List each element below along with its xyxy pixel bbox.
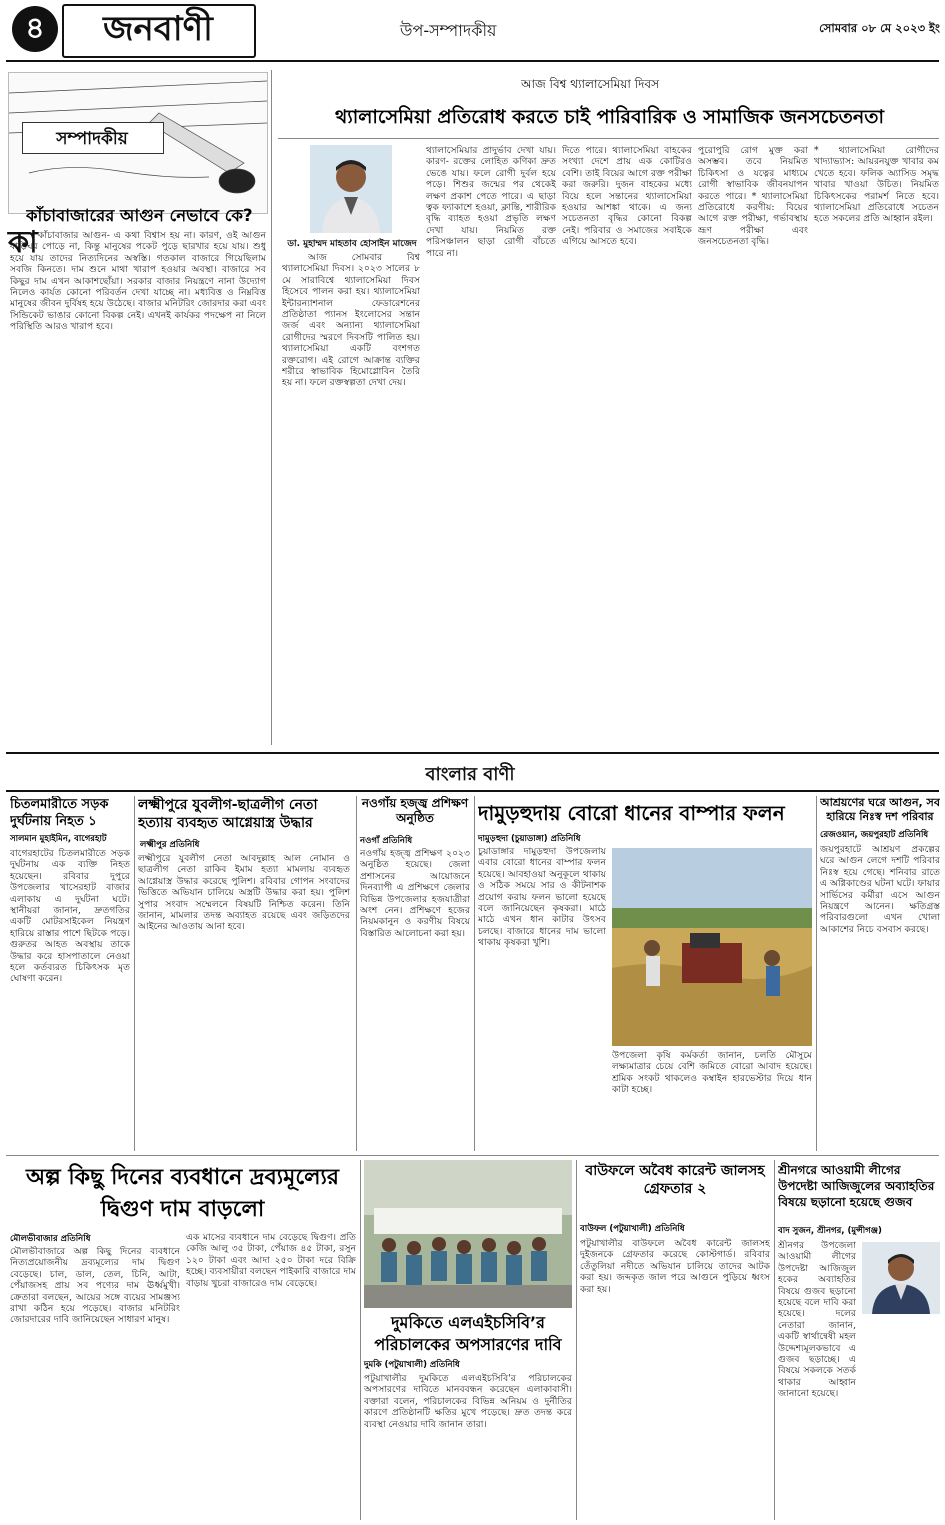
news-body-moulvibazar: মৌলভীবাজারে অল্প কিছু দিনের ব্যবধানে নিত্যপ্রয়োজনীয় দ্রব্যমূল্যের দাম দ্বিগুণ বেড়েছে। চাল, ডাল, তেল, চিনি, আটা, পেঁয়াজসহ প্রায় সব পণ্যের দাম ঊর্ধ্বমুখী। ক্রেতারা বলছেন, আয়ের সঙ্গে ব্যয়ের সামঞ্জস্য রাখা কঠিন হয়ে পড়েছে। বাজার মনিটরিং জোরদারের দাবি জানিয়েছেন সাধারণ মানুষ। (10, 1246, 180, 1326)
news-byline-lakshmipur: লক্ষ্মীপুর প্রতিনিধি (140, 840, 200, 850)
news-body-moulvibazar-2: এক মাসের ব্যবধানে দাম বেড়েছে দ্বিগুণ। প্রতি কেজি আলু ৩৫ টাকা, পেঁয়াজ ৪৫ টাকা, রসুন ১২০ টাকা এবং আদা ২৫০ টাকা দরে বিক্রি হচ্ছে। ব্যবসায়ীরা বলছেন পাইকারি বাজারে দাম বাড়ায় খুচরা বাজারেও দাম বেড়েছে। (186, 1232, 356, 1289)
feature-body-col5: * থ্যালাসেমিয়া রোগীদের খাদ্যাভ্যাস: আয়রনযুক্ত খাবার কম খেতে হবে। ফলিক অ্যাসিড সমৃদ্ধ খাবার খাওয়া উচিত। নিয়মিত চিকিৎসকের পরামর্শ নিতে হবে। থ্যালাসেমিয়া প্রতিরোধে সচেতন হতে সকলের প্রতি আহ্বান রইল। (814, 145, 939, 225)
column-divider (576, 1160, 577, 1520)
news-title-sreenagar: শ্রীনগরে আওয়ামী লীগের উপদেষ্টা আজিজুলের অব্যাহতির বিষয়ে ছড়ানো হয়েছে গুজব (778, 1163, 935, 1209)
editorial-heading: সম্পাদকীয় (56, 129, 128, 149)
masthead (0, 0, 945, 62)
feature-title: থ্যালাসেমিয়া প্রতিরোধ করতে চাই পারিবারিক ও সামাজিক জনসচেতনতা (334, 106, 885, 128)
feature-body-col1: আজ সোমবার বিশ্ব থ্যালাসেমিয়া দিবস। ২০২৩ সালের ৮ মে সারাবিশ্বে থ্যালাসেমিয়া দিবস হিসেবে পালন করা হয়। থ্যালাসেমিয়া ইন্টারন্যাশনাল ফেডারেশনের প্রতিষ্ঠাতা প্যানস ইংলোসের সন্তান জর্জ এবং অন্যান্য থ্যালাসেমিয়া রোগীদের স্মরণে দিবসটি পালিত হয়। থ্যালাসেমিয়া একটি বংশগত রক্তরোগ। এই রোগে আক্রান্ত ব্যক্তির শরীরে স্বাভাবিক হিমোগ্লোবিন তৈরি হয় না। ফলে রক্তস্বল্পতা দেখা দেয়। (282, 252, 420, 389)
news-body-dumki: পটুয়াখালীর দুমকিতে এলএইচসিবি'র পরিচালকের অপসারণের দাবিতে মানববন্ধন করেছেন এলাকাবাসী। বক্তারা বলেন, পরিচালকের বিভিন্ন অনিয়ম ও দুর্নীতির কারণে প্রতিষ্ঠানটি ক্ষতির মুখে পড়েছে। দ্রুত তদন্ত করে ব্যবস্থা নেওয়ার দাবি জানান তারা। (364, 1373, 572, 1430)
editorial-dropcap: কা (8, 225, 38, 260)
author-caption: ডা. মুহাম্মদ মাহতাব হোসাইন মাজেদ (287, 239, 417, 249)
banner-top-rule (6, 752, 939, 754)
date-line: সোমবার ০৮ মে ২০২৩ ইং (819, 21, 940, 35)
masthead-rule (6, 60, 939, 62)
news-byline-sreenagar: বাদ সুজন, শ্রীনগর, (মুন্সীগঞ্জ) (778, 1226, 882, 1236)
feature-kicker: আজ বিশ্ব থ্যালাসেমিয়া দিবস (520, 77, 660, 91)
feature-body-col2: থ্যালাসেমিয়ার প্রাদুর্ভাব দেখা যায়। কারণ- রক্তের লোহিত কণিকা দ্রুত ভেঙে যায়। ফলে রোগী দুর্বল হয়ে পড়ে। শিশুর জন্মের পর থেকেই লক্ষণ প্রকাশ পেতে পারে। এ ছাড়া ত্বক ফ্যাকাশে হওয়া, ক্লান্তি, শারীরিক বৃদ্ধি ব্যাহত হওয়া প্রভৃতি লক্ষণ দেখা যায়। নিয়মিত রক্ত পরিসঞ্চালন ছাড়া রোগী বাঁচতে পারে না। (426, 145, 556, 259)
feature-title-rule (278, 138, 939, 139)
row-divider (6, 1155, 939, 1156)
column-divider (816, 796, 817, 1151)
news-title-lakshmipur: লক্ষ্মীপুরে যুবলীগ-ছাত্রলীগ নেতা হত্যায় ব্যবহৃত আগ্নেয়াস্ত্র উদ্ধার (138, 797, 318, 831)
news-byline-bauphal: বাউফল (পটুয়াখালী) প্রতিনিধি (580, 1224, 685, 1234)
column-divider (474, 796, 475, 1151)
news-title-dumki: দুমকিতে এলএইচসিবি’র পরিচালকের অপসারণের দাবি (374, 1313, 562, 1354)
news-byline-naogaon: নওগাঁ প্রতিনিধি (360, 836, 413, 846)
editorial-title: কাঁচাবাজারের আগুন নেভাবে কে? (26, 206, 253, 225)
author-photo (310, 145, 392, 233)
news-body-lakshmipur: লক্ষ্মীপুরে যুবলীগ নেতা আবদুল্লাহ আল নোমান ও ছাত্রলীগ নেতা রাকিব ইমাম হত্যা মামলায় ব্যবহৃত আগ্নেয়াস্ত্র উদ্ধার করেছে পুলিশ। রবিবার গোপন সংবাদের ভিত্তিতে অভিযান চালিয়ে অস্ত্রটি উদ্ধার করা হয়। পুলিশ সুপার সংবাদ সম্মেলনে বিষয়টি নিশ্চিত করেন। তিনি জানান, মামলার তদন্ত অব্যাহত রয়েছে এবং জড়িতদের আইনের আওতায় আনা হবে। (138, 853, 350, 933)
feature-body-col3: দিতে পারে। থ্যালাসেমিয়া বাহকের সংখ্যা দেশে প্রায় এক কোটিরও বেশি। তাই বিয়ের আগে রক্ত পরীক্ষা করা জরুরি। দুজন বাহকের মধ্যে বিয়ে হলে সন্তানের থ্যালাসেমিয়া হওয়ার আশঙ্কা থাকে। এ জন্য সচেতনতা বৃদ্ধির কোনো বিকল্প নেই। পরিবার ও সমাজের সবাইকে এগিয়ে আসতে হবে। (562, 145, 692, 248)
news-byline-joypurhat: রেজওয়ান, জয়পুরহাট প্রতিনিধি (820, 830, 929, 840)
logo-text: জনবাণী (103, 9, 213, 49)
news-body-chitalmari: বাগেরহাটের চিতলমারীতে সড়ক দুর্ঘটনায় এক ব্যক্তি নিহত হয়েছেন। রবিবার দুপুরে উপজেলার খাসেরহাট বাজার এলাকায় এ দুর্ঘটনা ঘটে। স্থানীয়রা জানান, দ্রুতগতির একটি মোটরসাইকেল নিয়ন্ত্রণ হারিয়ে রাস্তার পাশে ছিটকে পড়ে। গুরুতর আহত অবস্থায় তাকে উদ্ধার করে হাসপাতালে নেওয়া হলে কর্তব্যরত চিকিৎসক মৃত ঘোষণা করেন। (10, 848, 130, 985)
editorial-divider (271, 70, 272, 745)
news-byline-dumki: দুমকি (পটুয়াখালী) প্রতিনিধি (364, 1360, 460, 1370)
news-title-naogaon: নওগাঁয় হজ্জ্ব প্রশিক্ষণ অনুষ্ঠিত (361, 796, 469, 825)
column-divider (356, 796, 357, 1151)
editorial-body: কাঁচাবাজার আগুন- এ কথা বিশ্বাস হয় না। কারণ, ওই আগুন বাড়িঘর পোড়ে না, কিন্তু মানুষের পকেট পুড়ে ছারখার হয়ে যায়। শুধু হয়ে যায় তাদের নিত্যদিনের অস্বস্তি। গতকাল বাজারে গিয়েছিলাম সবজি কিনতে। দাম শুনে মাথা খারাপ হওয়ার অবস্থা। বাজারে সব কিছুর দাম এখন আকাশছোঁয়া। সরকার বাজার নিয়ন্ত্রণে নানা উদ্যোগ নিলেও কার্যত কোনো পরিবর্তন দেখা যাচ্ছে না। মধ্যবিত্ত ও নিম্নবিত্ত মানুষের জীবন দুর্বিষহ হয়ে উঠেছে। বাজার মনিটরিং জোরদার করা এবং সিন্ডিকেট ভাঙার কোনো বিকল্প নেই। এখনই কার্যকর পদক্ষেপ না নিলে পরিস্থিতি আরও খারাপ হবে। (10, 230, 266, 333)
sreenagar-leader-photo (862, 1242, 940, 1314)
news-body-joypurhat: জয়পুরহাটে আশ্রয়ণ প্রকল্পের ঘরে আগুন লেগে দশটি পরিবার নিঃস্ব হয়ে গেছে। শনিবার রাতে এ অগ্নিকাণ্ডের ঘটনা ঘটে। ফায়ার সার্ভিসের কর্মীরা এসে আগুন নিয়ন্ত্রণে আনেন। ক্ষতিগ্রস্ত পরিবারগুলো এখন খোলা আকাশের নিচে বসবাস করছে। (820, 844, 940, 935)
news-body-bauphal: পটুয়াখালীর বাউফলে অবৈধ কারেন্ট জালসহ দুইজনকে গ্রেফতার করেছে কোস্টগার্ড। রবিবার তেঁতুলিয়া নদীতে অভিযান চালিয়ে তাদের আটক করা হয়। জব্দকৃত জাল পরে আগুনে পুড়িয়ে ধ্বংস করা হয়। (580, 1238, 770, 1295)
human-chain-photo (364, 1160, 572, 1308)
news-title-joypurhat: আশ্রয়ণের ঘরে আগুন, সব হারিয়ে নিঃস্ব দশ পরিবার (820, 796, 940, 823)
news-title-damurhuda: দামুড়হুদায় বোরো ধানের বাম্পার ফলন (478, 801, 785, 825)
news-body-sreenagar: শ্রীনগর উপজেলা আওয়ামী লীগের উপদেষ্টা আজিজুল হকের অব্যাহতির বিষয়ে গুজব ছড়ানো হয়েছে বলে দাবি করা হয়েছে। দলের নেতারা জানান, একটি স্বার্থান্বেষী মহল উদ্দেশ্যমূলকভাবে এ গুজব ছড়াচ্ছে। এ বিষয়ে সকলকে সতর্ক থাকার আহ্বান জানানো হয়েছে। (778, 1240, 856, 1400)
page-number-text: ৪ (25, 11, 45, 46)
banner-bottom-rule (6, 790, 939, 792)
banner-title: বাংলার বাণী (425, 764, 515, 785)
news-title-moulvibazar: অল্প কিছু দিনের ব্যবধানে দ্রব্যমূল্যের দ্বিগুণ দাম বাড়লো (25, 1165, 340, 1222)
news-body-damurhuda: চুয়াডাঙ্গার দামুড়হুদা উপজেলায় এবার বোরো ধানের বাম্পার ফলন হয়েছে। আবহাওয়া অনুকূলে থাকায় ও সঠিক সময়ে সার ও কীটনাশক প্রয়োগ করায় ফলন ভালো হয়েছে বলে জানিয়েছেন কৃষকরা। মাঠে মাঠে এখন ধান কাটার উৎসব চলছে। বাজারে ধানের দাম ভালো থাকায় কৃষকরা খুশি। (478, 846, 606, 949)
news-body-damurhuda-2: উপজেলা কৃষি কর্মকর্তা জানান, চলতি মৌসুমে লক্ষ্যমাত্রার চেয়ে বেশি জমিতে বোরো আবাদ হয়েছে। শ্রমিক সংকট থাকলেও কম্বাইন হারভেস্টার দিয়ে ধান কাটা হচ্ছে। (612, 1050, 812, 1096)
column-divider (774, 1160, 775, 1520)
news-byline-moulvibazar: মৌলভীবাজার প্রতিনিধি (10, 1234, 91, 1244)
news-byline-damurhuda: দামুড়হুদা (চুয়াডাঙ্গা) প্রতিনিধি (478, 834, 581, 844)
news-byline-chitalmari: সালমান মুহাইমিন, বাগেরহাট (10, 834, 107, 844)
news-title-bauphal: বাউফলে অবৈধ কারেন্ট জালসহ গ্রেফতার ২ (585, 1163, 765, 1197)
feature-body-col4: পুরোপুরি রোগ মুক্ত করা অসম্ভব। তবে নিয়মিত চিকিৎসা ও যত্নের মাধ্যমে রোগী স্বাভাবিক জীবনযাপন করতে পারে। * থ্যালাসেমিয়া প্রতিরোধে করণীয়: বিয়ের আগে রক্ত পরীক্ষা, গর্ভাবস্থায় ভ্রূণ পরীক্ষা এবং জনসচেতনতা বৃদ্ধি। (698, 145, 808, 248)
news-body-naogaon: নওগাঁয় হজ্জ্ব প্রশিক্ষণ ২০২৩ অনুষ্ঠিত হয়েছে। জেলা প্রশাসনের আয়োজনে দিনব্যাপী এ প্রশিক্ষণে জেলার বিভিন্ন উপজেলার হজযাত্রীরা অংশ নেন। প্রশিক্ষণে হজের নিয়মকানুন ও করণীয় বিষয়ে বিস্তারিত আলোচনা করা হয়। (360, 848, 470, 939)
news-title-chitalmari: চিতলমারীতে সড়ক দুর্ঘটনায় নিহত ১ (10, 797, 109, 829)
column-divider (360, 1160, 361, 1520)
column-divider (134, 796, 135, 1151)
rice-harvest-photo (612, 848, 812, 1046)
section-label: উপ-সম্পাদকীয় (400, 21, 497, 40)
